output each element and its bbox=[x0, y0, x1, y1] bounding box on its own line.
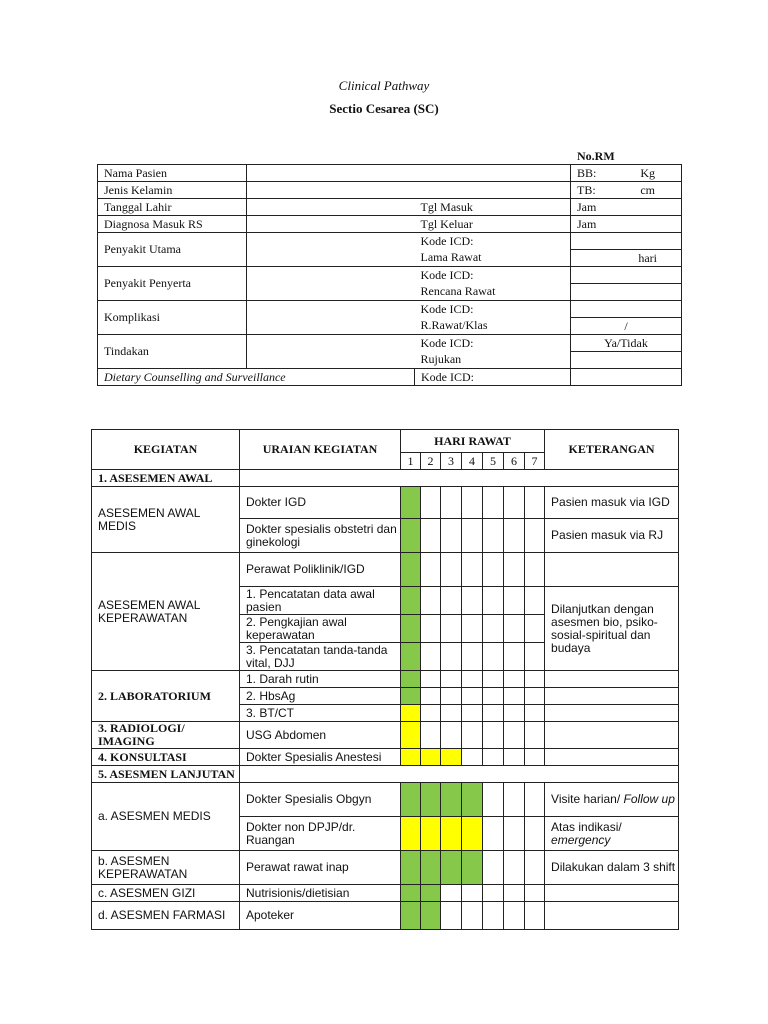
day-cell bbox=[525, 705, 545, 722]
kegiatan-asesmen-medis: a. ASESMEN MEDIS bbox=[92, 783, 240, 851]
label-kode-icd-tindakan: Kode ICD: bbox=[415, 335, 571, 352]
day-cell bbox=[462, 587, 483, 615]
section-radiologi: 3. RADIOLOGI/ IMAGING bbox=[92, 722, 240, 749]
label-rujukan: Rujukan bbox=[415, 352, 571, 369]
day-cell bbox=[401, 519, 421, 553]
kg-unit: Kg bbox=[640, 165, 655, 180]
label-tgl-masuk: Tgl Masuk bbox=[415, 199, 571, 216]
table-row bbox=[92, 851, 679, 885]
uraian-dokter-igd: Dokter IGD bbox=[240, 487, 401, 519]
day-cell bbox=[441, 553, 462, 587]
uraian-darah-rutin: 1. Darah rutin bbox=[240, 671, 401, 688]
table-row bbox=[98, 369, 682, 386]
day-cell bbox=[462, 643, 483, 671]
field-nama-pasien[interactable] bbox=[247, 165, 571, 182]
day-cell bbox=[462, 885, 483, 902]
day-cell bbox=[483, 688, 504, 705]
label-kode-icd-penyerta: Kode ICD: bbox=[415, 267, 571, 284]
keterangan-keperawatan: Dilanjutkan dengan asesmen bio, psiko-sosial-spiritual dan budaya bbox=[545, 587, 679, 671]
day-cell bbox=[483, 487, 504, 519]
kegiatan-asesmen-gizi: c. ASESMEN GIZI bbox=[92, 885, 240, 902]
day-cell bbox=[504, 487, 525, 519]
day-cell bbox=[504, 587, 525, 615]
section-filler bbox=[240, 470, 679, 487]
label-tgl-keluar: Tgl Keluar bbox=[415, 216, 571, 233]
day-cell bbox=[441, 783, 462, 817]
field-kode-icd-penyerta[interactable] bbox=[571, 267, 682, 284]
day-cell bbox=[525, 851, 545, 885]
label-komplikasi: Komplikasi bbox=[98, 301, 247, 335]
table-row bbox=[92, 553, 679, 587]
day-cell bbox=[483, 519, 504, 553]
table-row bbox=[92, 783, 679, 817]
day-cell bbox=[462, 817, 483, 851]
label-lama-rawat: Lama Rawat bbox=[415, 250, 571, 267]
day-cell bbox=[421, 722, 441, 749]
day-cell bbox=[483, 615, 504, 643]
day-cell bbox=[483, 587, 504, 615]
day-cell bbox=[504, 851, 525, 885]
day-cell bbox=[401, 783, 421, 817]
table-row bbox=[98, 233, 682, 250]
day-cell bbox=[525, 817, 545, 851]
uraian-usg: USG Abdomen bbox=[240, 722, 401, 749]
day-cell bbox=[401, 643, 421, 671]
day-cell bbox=[441, 885, 462, 902]
day-cell bbox=[525, 749, 545, 766]
uraian-bt-ct: 3. BT/CT bbox=[240, 705, 401, 722]
day-cell bbox=[421, 817, 441, 851]
col-kegiatan: KEGIATAN bbox=[92, 430, 240, 470]
day-cell bbox=[483, 783, 504, 817]
page-title: Clinical Pathway bbox=[338, 78, 430, 93]
day-7: 7 bbox=[525, 453, 545, 470]
day-cell bbox=[441, 688, 462, 705]
day-cell bbox=[441, 902, 462, 930]
day-cell bbox=[401, 749, 421, 766]
day-cell bbox=[441, 519, 462, 553]
day-cell bbox=[421, 705, 441, 722]
patient-identity-table bbox=[97, 164, 682, 386]
label-kode-icd-utama: Kode ICD: bbox=[415, 233, 571, 250]
day-cell bbox=[525, 519, 545, 553]
day-cell bbox=[401, 705, 421, 722]
uraian-pencatatan-data: 1. Pencatatan data awal pasien bbox=[240, 587, 401, 615]
day-4: 4 bbox=[462, 453, 483, 470]
section-konsultasi: 4. KONSULTASI bbox=[92, 749, 240, 766]
day-cell bbox=[401, 851, 421, 885]
field-kode-icd-utama[interactable] bbox=[571, 233, 682, 250]
medical-record-number-label: No.RM bbox=[577, 149, 615, 163]
kegiatan-awal-keperawatan: ASESEMEN AWAL KEPERAWATAN bbox=[92, 553, 240, 671]
day-cell bbox=[483, 671, 504, 688]
table-row bbox=[98, 182, 682, 199]
day-cell bbox=[421, 553, 441, 587]
day-cell bbox=[525, 553, 545, 587]
day-cell bbox=[441, 851, 462, 885]
field-lama-rawat[interactable]: hari bbox=[571, 250, 682, 267]
label-rencana-rawat: Rencana Rawat bbox=[415, 284, 571, 301]
keterangan-follow-up: Follow up bbox=[623, 792, 675, 806]
day-cell bbox=[462, 902, 483, 930]
tb-label: TB: bbox=[577, 182, 596, 197]
day-cell bbox=[421, 671, 441, 688]
table-row bbox=[92, 902, 679, 930]
keterangan-empty bbox=[545, 705, 679, 722]
field-rencana-rawat[interactable] bbox=[571, 284, 682, 301]
field-rujukan[interactable] bbox=[571, 352, 682, 369]
uraian-dokter-obgyn: Dokter Spesialis Obgyn bbox=[240, 783, 401, 817]
day-cell bbox=[525, 487, 545, 519]
cm-unit: cm bbox=[640, 182, 655, 197]
uraian-perawat-inap: Perawat rawat inap bbox=[240, 851, 401, 885]
day-cell bbox=[504, 553, 525, 587]
day-cell bbox=[421, 783, 441, 817]
col-keterangan: KETERANGAN bbox=[545, 430, 679, 470]
table-row bbox=[92, 722, 679, 749]
uraian-perawat-poli: Perawat Poliklinik/IGD bbox=[240, 553, 401, 587]
day-cell bbox=[441, 587, 462, 615]
field-tindakan[interactable] bbox=[247, 335, 415, 369]
section-laboratorium: 2. LABORATORIUM bbox=[92, 671, 240, 722]
day-2: 2 bbox=[421, 453, 441, 470]
day-cell bbox=[483, 722, 504, 749]
table-row bbox=[98, 267, 682, 284]
day-cell bbox=[462, 688, 483, 705]
day-cell bbox=[525, 902, 545, 930]
uraian-dokter-spesialis: Dokter spesialis obstetri dan ginekologi bbox=[240, 519, 401, 553]
day-cell bbox=[483, 643, 504, 671]
day-cell bbox=[504, 885, 525, 902]
page-subtitle: Sectio Cesarea (SC) bbox=[329, 101, 439, 116]
day-cell bbox=[462, 615, 483, 643]
field-jenis-kelamin[interactable] bbox=[247, 182, 571, 199]
table-row bbox=[92, 885, 679, 902]
label-kode-icd-komplikasi: Kode ICD: bbox=[415, 301, 571, 318]
day-cell bbox=[462, 553, 483, 587]
day-cell bbox=[441, 671, 462, 688]
uraian-dokter-anestesi: Dokter Spesialis Anestesi bbox=[240, 749, 401, 766]
day-cell bbox=[525, 671, 545, 688]
kegiatan-asesmen-farmasi: d. ASESMEN FARMASI bbox=[92, 902, 240, 930]
label-diagnosa: Diagnosa Masuk RS bbox=[98, 216, 247, 233]
day-cell bbox=[504, 688, 525, 705]
section-filler bbox=[240, 766, 679, 783]
section-asesmen-lanjutan: 5. ASESMEN LANJUTAN bbox=[92, 766, 240, 783]
day-cell bbox=[401, 885, 421, 902]
day-cell bbox=[525, 722, 545, 749]
day-cell bbox=[525, 643, 545, 671]
day-cell bbox=[401, 587, 421, 615]
day-cell bbox=[462, 749, 483, 766]
table-row bbox=[98, 216, 682, 233]
label-dietary: Dietary Counselling and Surveillance bbox=[98, 369, 415, 386]
uraian-dokter-non-dpjp: Dokter non DPJP/dr. Ruangan bbox=[240, 817, 401, 851]
day-cell bbox=[525, 615, 545, 643]
day-cell bbox=[421, 885, 441, 902]
day-cell bbox=[421, 688, 441, 705]
field-kode-icd-komplikasi[interactable] bbox=[571, 301, 682, 318]
day-cell bbox=[421, 587, 441, 615]
day-cell bbox=[483, 749, 504, 766]
day-6: 6 bbox=[504, 453, 525, 470]
label-penyakit-utama: Penyakit Utama bbox=[98, 233, 247, 267]
day-cell bbox=[401, 722, 421, 749]
uraian-apoteker: Apoteker bbox=[240, 902, 401, 930]
keterangan-emergency: emergency bbox=[551, 832, 611, 847]
keterangan-empty bbox=[545, 688, 679, 705]
day-cell bbox=[504, 671, 525, 688]
keterangan-atas-text: Atas indikasi/ bbox=[551, 819, 622, 834]
day-cell bbox=[462, 722, 483, 749]
day-cell bbox=[421, 749, 441, 766]
day-cell bbox=[483, 851, 504, 885]
field-jam-masuk[interactable]: Jam bbox=[571, 199, 682, 216]
field-penyakit-utama[interactable] bbox=[247, 233, 415, 267]
day-cell bbox=[462, 519, 483, 553]
uraian-hbsag: 2. HbsAg bbox=[240, 688, 401, 705]
label-nama-pasien: Nama Pasien bbox=[98, 165, 247, 182]
day-cell bbox=[421, 487, 441, 519]
label-tanggal-lahir: Tanggal Lahir bbox=[98, 199, 247, 216]
day-cell bbox=[483, 885, 504, 902]
day-cell bbox=[462, 671, 483, 688]
day-3: 3 bbox=[441, 453, 462, 470]
label-r-rawat-klas: R.Rawat/Klas bbox=[415, 318, 571, 335]
bb-label: BB: bbox=[577, 165, 597, 180]
day-cell bbox=[462, 783, 483, 817]
day-cell bbox=[504, 705, 525, 722]
col-hari-rawat: HARI RAWAT bbox=[401, 430, 545, 453]
activity-table bbox=[91, 429, 679, 930]
keterangan-empty bbox=[545, 885, 679, 902]
label-tindakan: Tindakan bbox=[98, 335, 247, 369]
day-cell bbox=[504, 519, 525, 553]
col-uraian: URAIAN KEGIATAN bbox=[240, 430, 401, 470]
field-kode-icd-dietary[interactable] bbox=[571, 369, 682, 386]
day-cell bbox=[421, 643, 441, 671]
day-cell bbox=[504, 722, 525, 749]
field-penyakit-penyerta[interactable] bbox=[247, 267, 415, 301]
keterangan-rj: Pasien masuk via RJ bbox=[545, 519, 679, 553]
table-row bbox=[92, 671, 679, 688]
keterangan-empty bbox=[545, 671, 679, 688]
table-row bbox=[98, 301, 682, 318]
day-cell bbox=[483, 553, 504, 587]
keterangan-atas-indikasi bbox=[545, 817, 679, 851]
day-5: 5 bbox=[483, 453, 504, 470]
day-cell bbox=[525, 587, 545, 615]
kegiatan-asesmen-keperawatan: b. ASESMEN KEPERAWATAN bbox=[92, 851, 240, 885]
section-row bbox=[92, 470, 679, 487]
day-cell bbox=[441, 749, 462, 766]
day-cell bbox=[483, 705, 504, 722]
day-cell bbox=[441, 705, 462, 722]
table-row bbox=[92, 487, 679, 519]
day-cell bbox=[504, 902, 525, 930]
field-bb[interactable] bbox=[571, 165, 682, 182]
label-penyakit-penyerta: Penyakit Penyerta bbox=[98, 267, 247, 301]
table-row bbox=[92, 749, 679, 766]
day-cell bbox=[525, 885, 545, 902]
day-cell bbox=[401, 615, 421, 643]
day-cell bbox=[483, 902, 504, 930]
uraian-pencatatan-ttv: 3. Pencatatan tanda-tanda vital, DJJ bbox=[240, 643, 401, 671]
table-row bbox=[98, 165, 682, 182]
day-cell bbox=[441, 722, 462, 749]
keterangan-igd: Pasien masuk via IGD bbox=[545, 487, 679, 519]
label-kode-icd-dietary: Kode ICD: bbox=[415, 369, 571, 386]
section-row bbox=[92, 766, 679, 783]
field-r-rawat-klas[interactable]: / bbox=[571, 318, 682, 335]
day-cell bbox=[441, 817, 462, 851]
day-cell bbox=[525, 783, 545, 817]
uraian-nutrisionis: Nutrisionis/dietisian bbox=[240, 885, 401, 902]
day-cell bbox=[441, 643, 462, 671]
day-cell bbox=[421, 902, 441, 930]
day-cell bbox=[462, 487, 483, 519]
day-cell bbox=[401, 487, 421, 519]
day-cell bbox=[401, 817, 421, 851]
day-cell bbox=[441, 487, 462, 519]
field-tb[interactable] bbox=[571, 182, 682, 199]
day-1: 1 bbox=[401, 453, 421, 470]
uraian-pengkajian: 2. Pengkajian awal keperawatan bbox=[240, 615, 401, 643]
day-cell bbox=[504, 643, 525, 671]
day-cell bbox=[441, 615, 462, 643]
keterangan-shift: Dilakukan dalam 3 shift bbox=[545, 851, 679, 885]
field-ya-tidak[interactable]: Ya/Tidak bbox=[571, 335, 682, 352]
field-tanggal-lahir[interactable] bbox=[247, 199, 415, 216]
day-cell bbox=[401, 688, 421, 705]
day-cell bbox=[483, 817, 504, 851]
day-cell bbox=[401, 902, 421, 930]
day-cell bbox=[462, 851, 483, 885]
day-cell bbox=[504, 817, 525, 851]
keterangan-visite-text: Visite harian/ bbox=[551, 792, 624, 806]
field-diagnosa[interactable] bbox=[247, 216, 415, 233]
table-row bbox=[98, 335, 682, 352]
field-komplikasi[interactable] bbox=[247, 301, 415, 335]
day-cell bbox=[421, 615, 441, 643]
day-cell bbox=[504, 749, 525, 766]
table-row bbox=[98, 199, 682, 216]
keterangan-empty bbox=[545, 722, 679, 749]
day-cell bbox=[421, 851, 441, 885]
day-cell bbox=[421, 519, 441, 553]
field-jam-keluar[interactable]: Jam bbox=[571, 216, 682, 233]
keterangan-empty bbox=[545, 749, 679, 766]
day-cell bbox=[401, 553, 421, 587]
day-cell bbox=[525, 688, 545, 705]
keterangan-empty bbox=[545, 553, 679, 587]
table-header-row bbox=[92, 430, 679, 453]
label-jenis-kelamin: Jenis Kelamin bbox=[98, 182, 247, 199]
day-cell bbox=[401, 671, 421, 688]
day-cell bbox=[504, 615, 525, 643]
keterangan-empty bbox=[545, 902, 679, 930]
section-asesemen-awal: 1. ASESEMEN AWAL bbox=[92, 470, 240, 487]
keterangan-visite bbox=[545, 783, 679, 817]
kegiatan-awal-medis: ASESEMEN AWAL MEDIS bbox=[92, 487, 240, 553]
day-cell bbox=[462, 705, 483, 722]
day-cell bbox=[504, 783, 525, 817]
